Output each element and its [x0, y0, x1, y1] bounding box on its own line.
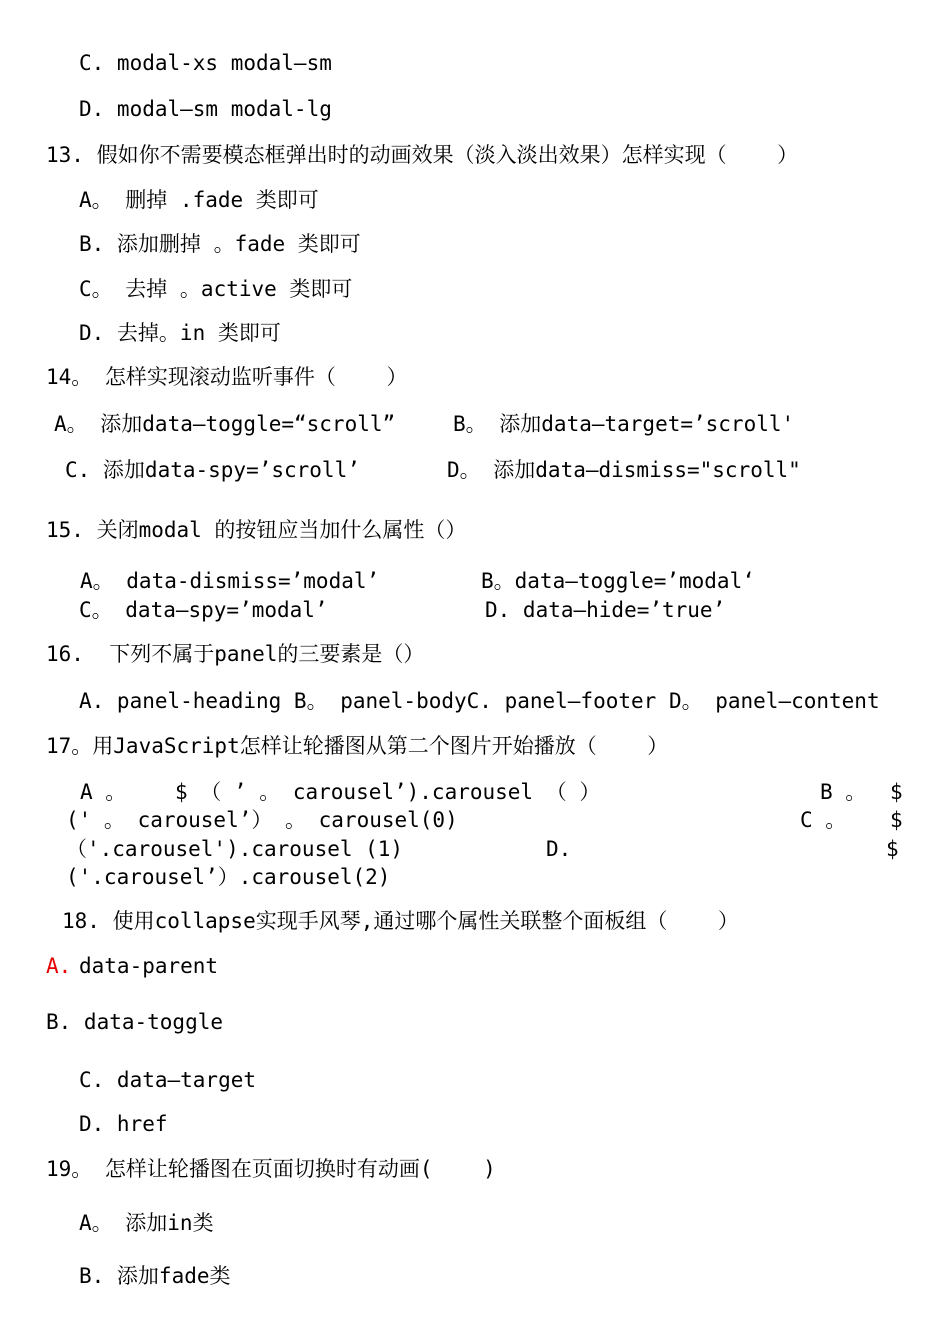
q14-option-b: B。 添加data—target=’scroll' [453, 412, 795, 436]
q12-option-c: C. modal-xs modal—sm [79, 51, 332, 75]
q17-option-c-label: C 。 [800, 808, 847, 832]
q19-option-b: B. 添加fade类 [79, 1264, 231, 1288]
q15-option-c: C。 data—spy=’modal’ [79, 598, 328, 622]
q18-option-a-text: data-parent [79, 954, 219, 978]
q17-option-b-label: B 。 [820, 780, 867, 804]
q16-question: 16. 下列不属于panel的三要素是（） [46, 642, 425, 666]
q19-option-a: A。 添加in类 [79, 1211, 214, 1235]
q18-answer-label: A. [46, 954, 72, 978]
q17-option-b-dollar: $ [890, 780, 903, 804]
q13-option-c: C。 去掉 。active 类即可 [79, 277, 353, 301]
q15-option-b: B。data—toggle=’modal‘ [481, 569, 755, 593]
q15-option-a: A。 data-dismiss=’modal’ [80, 569, 380, 593]
q17-option-d-label: D. [546, 837, 572, 861]
q17-option-a-label: A 。 [80, 780, 127, 804]
q18-question: 18. 使用collapse实现手风琴,通过哪个属性关联整个面板组（ ） [62, 909, 739, 933]
q16-options: A. panel-heading B。 panel-bodyC. panel—footer D。 panel—content [79, 689, 880, 713]
q18-option-b: B. data-toggle [46, 1010, 224, 1034]
q19-question: 19。 怎样让轮播图在页面切换时有动画( ) [46, 1157, 496, 1181]
q14-option-d: D。 添加data—dismiss="scroll" [447, 458, 801, 482]
q13-question: 13. 假如你不需要模态框弹出时的动画效果（淡入淡出效果）怎样实现（ ） [46, 143, 799, 167]
q17-option-b-code: (' 。 carousel’） 。 carousel(0) [66, 808, 458, 832]
q17-option-d-dollar: $ [886, 837, 899, 861]
q15-option-d: D. data—hide=’true’ [485, 598, 726, 622]
q14-question: 14。 怎样实现滚动监听事件（ ） [46, 365, 408, 389]
q17-option-c-dollar: $ [890, 808, 903, 832]
q18-option-c: C. data—target [79, 1068, 257, 1092]
q17-option-a-code: $ （ ’ 。 carousel’).carousel （ ） [175, 780, 601, 804]
q18-option-d: D. href [79, 1112, 168, 1136]
q13-option-d: D. 去掉。in 类即可 [79, 321, 281, 345]
q17-question: 17。用JavaScript怎样让轮播图从第二个图片开始播放（ ） [46, 734, 669, 758]
q13-option-a: A。 删掉 .fade 类即可 [79, 188, 319, 212]
q17-option-c-code: （'.carousel').carousel (1) [66, 837, 404, 861]
q12-option-d: D. modal—sm modal-lg [79, 97, 332, 121]
q14-option-c: C. 添加data-spy=’scroll’ [65, 458, 360, 482]
q14-option-a: A。 添加data—toggle=“scroll” [54, 412, 396, 436]
q15-question: 15. 关闭modal 的按钮应当加什么属性（） [46, 518, 467, 542]
q17-option-d-code: ('.carousel’）.carousel(2) [66, 865, 391, 889]
q13-option-b: B. 添加删掉 。fade 类即可 [79, 232, 361, 256]
